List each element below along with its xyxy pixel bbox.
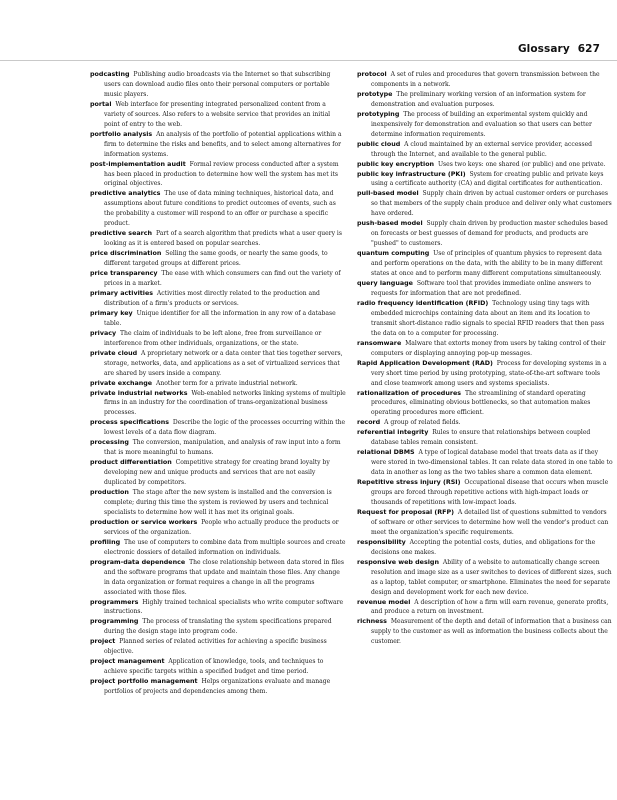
glossary-definition: The process of translating the system specifications prepared during the design stage into program code. — [104, 618, 332, 636]
page-header — [518, 43, 600, 55]
glossary-entry — [357, 359, 613, 389]
glossary-definition: The close relationship between data stored in files and the software programs that update and maintain those files. Any change in data organization or format requires a change in all the programs associated with those files. — [104, 558, 344, 596]
glossary-term: primary activities — [90, 289, 154, 297]
glossary-term: privacy — [90, 329, 117, 337]
glossary-term: project portfolio management — [90, 678, 198, 686]
page-number: 627 — [577, 43, 600, 55]
glossary-definition: Unique identifier for all the information in any row of a database table. — [104, 309, 336, 327]
glossary-definition: Part of a search algorithm that predicts what a user query is looking as it is entered based on popular searches. — [104, 230, 342, 248]
glossary-entry — [90, 637, 346, 657]
glossary-term: private industrial networks — [90, 389, 188, 397]
glossary-definition: An analysis of the portfolio of potential applications within a firm to determine the risks and benefits, and to select among alternatives for information systems. — [104, 130, 342, 158]
glossary-definition: Use of principles of quantum physics to represent data and perform operations on the data, with the ability to be in many different states at once and to perform many different computations simultaneously. — [371, 250, 603, 278]
glossary-term: portfolio analysis — [90, 130, 153, 138]
glossary-entry — [357, 598, 613, 618]
glossary-entry — [90, 379, 346, 389]
glossary-term: public key encryption — [357, 160, 435, 168]
glossary-definition: A description of how a firm will earn revenue, generate profits, and produce a return on investment. — [371, 598, 609, 616]
glossary-term: query language — [357, 280, 413, 288]
right-column — [357, 70, 613, 647]
glossary-entry — [90, 269, 346, 289]
glossary-entry — [90, 189, 346, 229]
glossary-definition: Selling the same goods, or nearly the same goods, to different targeted groups at different prices. — [104, 250, 328, 268]
glossary-term: prototyping — [357, 110, 400, 118]
glossary-definition: A type of logical database model that treats data as if they were stored in two-dimensional tables. It can relate data stored in one table to data in another as long as the two tables share a common data element. — [371, 449, 613, 477]
glossary-term: push-based model — [357, 220, 423, 228]
glossary-entry — [357, 478, 613, 508]
glossary-definition: A set of rules and procedures that govern transmission between the components in a network. — [371, 71, 600, 88]
glossary-term: responsibility — [357, 538, 406, 546]
glossary-definition: Publishing audio broadcasts via the Internet so that subscribing users can download audio files onto their personal computers or portable music players. — [104, 71, 331, 98]
glossary-term: prototype — [357, 90, 393, 98]
glossary-definition: Competitive strategy for creating brand loyalty by developing new and unique products and services that are not easily duplicated by competitors. — [104, 459, 330, 487]
glossary-definition: Web interface for presenting integrated personalized content from a variety of sources. Also refers to a website service that provides an initial point of entry to the web. — [104, 100, 331, 128]
glossary-term: program-data dependence — [90, 558, 186, 566]
glossary-entry — [357, 279, 613, 299]
glossary-definition: Helps organizations evaluate and manage portfolios of projects and dependencies among them. — [104, 678, 331, 696]
glossary-entry — [90, 617, 346, 637]
glossary-term: project management — [90, 658, 165, 666]
header-title: Glossary — [517, 43, 570, 55]
glossary-entry — [90, 349, 346, 379]
glossary-entry — [90, 70, 346, 100]
glossary-definition: A proprietary network or a data center that ties together servers, storage, networks, data, and applications as a set of virtualized services that are shared by users inside a company. — [104, 349, 343, 377]
glossary-term: portal — [90, 100, 112, 108]
glossary-definition: Supply chain driven by production master schedules based on forecasts or best guesses of demand for products, and products are "pushed" to customers. — [371, 220, 608, 248]
glossary-term: relational DBMS — [357, 449, 415, 457]
glossary-entry — [357, 428, 613, 448]
glossary-entry — [357, 70, 613, 90]
glossary-term: protocol — [357, 71, 387, 78]
glossary-entry — [90, 518, 346, 538]
glossary-term: record — [357, 419, 381, 427]
glossary-term: production or service workers — [90, 518, 198, 526]
glossary-entry — [357, 538, 613, 558]
header-rule — [0, 60, 617, 61]
glossary-term: quantum computing — [357, 250, 430, 258]
glossary-term: post-implementation audit — [90, 160, 186, 168]
glossary-definition: Process for developing systems in a very short time period by using prototyping, state-of-the-art software tools and close teamwork among users and systems specialists. — [371, 359, 607, 387]
glossary-term: podcasting — [90, 71, 130, 78]
glossary-entry — [90, 558, 346, 598]
glossary-entry — [357, 170, 613, 190]
glossary-definition: Planned series of related activities for achieving a specific business objective. — [104, 638, 327, 656]
left-column — [90, 70, 346, 697]
glossary-entry — [357, 617, 613, 647]
glossary-definition: Rules to ensure that relationships between coupled database tables remain consistent. — [371, 429, 591, 447]
glossary-entry — [357, 558, 613, 598]
glossary-definition: The process of building an experimental system quickly and inexpensively for demonstration and evaluation so that users can better determine information requirements. — [371, 110, 592, 138]
glossary-entry — [357, 110, 613, 140]
glossary-definition: The use of computers to combine data from multiple sources and create electronic dossiers of detailed information on individuals. — [104, 538, 346, 556]
glossary-term: predictive search — [90, 230, 153, 238]
glossary-term: predictive analytics — [90, 190, 161, 198]
glossary-term: private exchange — [90, 379, 153, 387]
glossary-entry — [357, 448, 613, 478]
glossary-term: processing — [90, 439, 129, 447]
glossary-entry — [90, 309, 346, 329]
glossary-definition: A group of related fields. — [384, 419, 461, 427]
glossary-definition: A cloud maintained by an external service provider, accessed through the Internet, and available to the general public. — [371, 140, 593, 158]
glossary-term: referential integrity — [357, 429, 429, 437]
glossary-definition: Technology using tiny tags with embedded microchips containing data about an item and its location to transmit short-distance radio signals to special RFID readers that then pass the data on to a computer for processing. — [371, 299, 605, 337]
glossary-definition: People who actually produce the products or services of the organization. — [104, 518, 339, 536]
glossary-definition: The use of data mining techniques, historical data, and assumptions about future conditions to predict outcomes of events, such as the probability a customer will respond to an offer or purchase a specific product. — [104, 190, 336, 228]
glossary-entry — [90, 657, 346, 677]
glossary-definition: The ease with which consumers can find out the variety of prices in a market. — [104, 270, 341, 288]
glossary-definition: Ability of a website to automatically change screen resolution and image size as a user switches to devices of different sizes, such as a laptop, tablet computer, or smartphone. Eliminates the need for separate design and development work for each new device. — [371, 558, 612, 596]
glossary-entry — [90, 289, 346, 309]
glossary-term: richness — [357, 618, 387, 626]
glossary-term: private cloud — [90, 349, 138, 357]
glossary-term: product differentiation — [90, 459, 172, 467]
glossary-term: rationalization of procedures — [357, 389, 462, 397]
glossary-entry — [90, 458, 346, 488]
glossary-entry — [90, 418, 346, 438]
glossary-definition: Highly trained technical specialists who write computer software instructions. — [104, 598, 344, 616]
glossary-entry — [90, 389, 346, 419]
glossary-definition: Software tool that provides immediate online answers to requests for information that are not predefined. — [371, 280, 592, 297]
glossary-definition: A detailed list of questions submitted to vendors of software or other services to determine how well the vendor's product can meet the organization's specific requirements. — [371, 508, 609, 536]
glossary-entry — [90, 130, 346, 160]
glossary-term: price transparency — [90, 270, 158, 278]
glossary-definition: Web-enabled networks linking systems of multiple firms in an industry for the coordination of trans-organizational business processes. — [104, 389, 346, 417]
glossary-entry — [90, 598, 346, 618]
glossary-term: revenue model — [357, 598, 411, 606]
glossary-term: price discrimination — [90, 250, 162, 258]
glossary-term: public cloud — [357, 140, 401, 148]
glossary-term: Request for proposal (RFP) — [357, 508, 455, 516]
glossary-definition: Occupational disease that occurs when muscle groups are forced through repetitive actions with high-impact loads or thousands of repetitions with low-impact loads. — [371, 479, 609, 506]
glossary-entry — [90, 100, 346, 130]
glossary-entry — [90, 677, 346, 697]
glossary-definition: The claim of individuals to be left alone, free from surveillance or interference from other individuals, organizations, or the state. — [104, 329, 322, 347]
glossary-entry — [357, 189, 613, 219]
glossary-definition: Uses two keys: one shared (or public) and one private. — [437, 160, 606, 168]
glossary-term: programmers — [90, 598, 139, 606]
glossary-term: Rapid Application Development (RAD) — [357, 359, 493, 367]
glossary-term: production — [90, 489, 129, 497]
glossary-definition: Application of knowledge, tools, and techniques to achieve specific targets within a specified budget and time period. — [104, 658, 324, 676]
glossary-definition: Supply chain driven by actual customer orders or purchases so that members of the supply chain produce and deliver only what customers have ordered. — [371, 190, 612, 218]
glossary-term: profiling — [90, 538, 121, 546]
glossary-entry — [90, 488, 346, 518]
glossary-term: project — [90, 638, 116, 646]
glossary-term: process specifications — [90, 419, 170, 427]
glossary-term: responsive web design — [357, 558, 439, 566]
glossary-entry — [90, 538, 346, 558]
glossary-term: radio frequency identification (RFID) — [357, 299, 489, 307]
glossary-definition: Accepting the potential costs, duties, and obligations for the decisions one makes. — [371, 538, 596, 556]
glossary-term: ransomware — [357, 339, 402, 347]
glossary-term: programming — [90, 618, 139, 626]
glossary-entry — [357, 299, 613, 339]
glossary-entry — [90, 329, 346, 349]
glossary-entry — [90, 249, 346, 269]
glossary-term: Repetitive stress injury (RSI) — [357, 479, 461, 487]
glossary-definition: System for creating public and private keys using a certificate authority (CA) and digital certificates for authentication. — [371, 170, 604, 188]
glossary-entry — [90, 438, 346, 458]
glossary-entry — [357, 418, 613, 428]
glossary-entry — [357, 339, 613, 359]
glossary-entry — [357, 90, 613, 110]
glossary-definition: Activities most directly related to the production and distribution of a firm's products or services. — [104, 289, 320, 307]
glossary-definition: Formal review process conducted after a system has been placed in production to determine how well the system has met its original objectives. — [104, 160, 339, 188]
glossary-definition: The stage after the new system is installed and the conversion is complete; during this time the system is reviewed by users and technical specialists to determine how well it has met its original goals. — [104, 489, 332, 516]
glossary-definition: The conversion, manipulation, and analysis of raw input into a form that is more meaningful to humans. — [104, 439, 341, 457]
glossary-definition: Describe the logic of the processes occurring within the lowest levels of a data flow diagram. — [104, 419, 346, 437]
glossary-term: public key infrastructure (PKI) — [357, 170, 466, 178]
glossary-entry — [90, 160, 346, 190]
glossary-entry — [90, 229, 346, 249]
glossary-entry — [357, 219, 613, 249]
glossary-definition: Measurement of the depth and detail of information that a business can supply to the customer as well as information the business collects about the customer. — [371, 618, 612, 646]
glossary-entry — [357, 249, 613, 279]
glossary-entry — [357, 389, 613, 419]
glossary-term: pull-based model — [357, 190, 419, 198]
glossary-entry — [357, 508, 613, 538]
glossary-entry — [357, 140, 613, 160]
glossary-definition: The streamlining of standard operating procedures, eliminating obvious bottlenecks, so that automation makes operating procedures more efficient. — [371, 389, 591, 417]
glossary-definition: The preliminary working version of an information system for demonstration and evaluation purposes. — [371, 90, 586, 108]
glossary-definition: Another term for a private industrial network. — [155, 379, 298, 387]
glossary-definition: Malware that extorts money from users by taking control of their computers or displaying annoying pop-up messages. — [371, 339, 606, 357]
glossary-term: primary key — [90, 309, 133, 317]
glossary-entry — [357, 160, 613, 170]
